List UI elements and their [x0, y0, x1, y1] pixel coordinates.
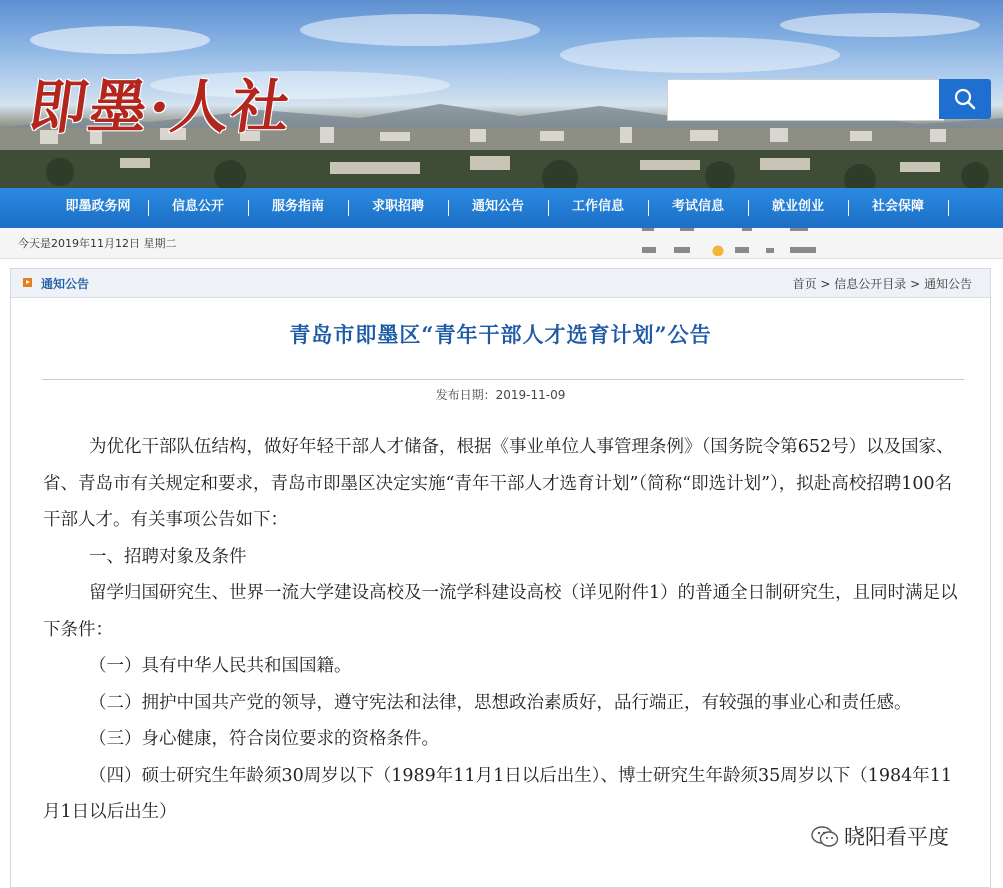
nav-item-work-info[interactable]: 工作信息 — [548, 188, 648, 228]
section-title: 通知公告 — [41, 277, 90, 291]
panel-header — [11, 269, 990, 298]
divider — [42, 379, 964, 380]
weather-ticker-graphic — [640, 228, 880, 256]
arrow-marker-icon — [23, 278, 32, 287]
site-logo[interactable]: 即墨·人社 — [24, 73, 297, 141]
content-panel — [10, 268, 991, 888]
breadcrumb-separator: > — [816, 277, 835, 291]
section-heading: 一、招聘对象及条件 — [89, 546, 247, 567]
paragraph: （一）具有中华人民共和国国籍。 — [89, 656, 352, 676]
article-body — [43, 429, 965, 831]
watermark-text: 晓阳看平度 — [844, 825, 949, 849]
nav-item-info-disclosure[interactable]: 信息公开 — [148, 188, 248, 228]
breadcrumb-catalog[interactable]: 信息公开目录 — [834, 277, 907, 291]
paragraph: （二）拥护中国共产党的领导，遵守宪法和法律，思想政治素质好，品行端正，有较强的事业心和责任感。 — [89, 692, 912, 713]
article-title: 青岛市即墨区“青年干部人才选育计划”公告 — [289, 322, 712, 347]
paragraph: （三）身心健康，符合岗位要求的资格条件。 — [89, 729, 439, 749]
weather-widget — [640, 228, 880, 256]
nav-item-service-guide[interactable]: 服务指南 — [248, 188, 348, 228]
header-banner — [0, 0, 1003, 188]
paragraph: 留学归国研究生、世界一流大学建设高校及一流学科建设高校（详见附件1）的普通全日制研究生，且同时满足以下条件： — [43, 583, 958, 640]
wechat-icon — [811, 826, 839, 848]
breadcrumb — [793, 275, 972, 292]
search-icon — [954, 88, 976, 110]
paragraph: （四）硕士研究生年龄须30周岁以下（1989年11月1日以后出生）、博士研究生年龄须35周岁以下（1984年11月1日以后出生） — [43, 765, 953, 822]
main-nav — [0, 188, 1003, 228]
breadcrumb-home[interactable]: 首页 — [792, 277, 817, 291]
nav-item-jobs[interactable]: 求职招聘 — [348, 188, 448, 228]
paragraph: 为优化干部队伍结构，做好年轻干部人才储备，根据《事业单位人事管理条例》（国务院令第652号）以及国家、省、青岛市有关规定和要求，青岛市即墨区决定实施“青年干部人才选育计划”（简称“即选计划”），拟赴高校招聘100名干部人才。有关事项公告如下： — [43, 437, 954, 530]
nav-divider — [948, 200, 949, 216]
nav-item-gov-portal[interactable]: 即墨政务网 — [65, 199, 131, 214]
sun-icon — [713, 246, 724, 257]
search-input[interactable] — [667, 79, 944, 121]
nav-item-employment[interactable]: 就业创业 — [748, 188, 848, 228]
nav-item-notices[interactable]: 通知公告 — [448, 188, 548, 228]
breadcrumb-separator: > — [906, 277, 924, 291]
nav-item-exam-info[interactable]: 考试信息 — [648, 188, 748, 228]
date-bar — [0, 228, 1003, 259]
current-date: 今天是2019年11月12日 星期二 — [18, 237, 177, 250]
breadcrumb-current[interactable]: 通知公告 — [923, 277, 972, 291]
nav-item-social-security[interactable]: 社会保障 — [848, 188, 948, 228]
search-button[interactable] — [939, 79, 991, 119]
publish-date: 发布日期：2019-11-09 — [435, 388, 566, 402]
